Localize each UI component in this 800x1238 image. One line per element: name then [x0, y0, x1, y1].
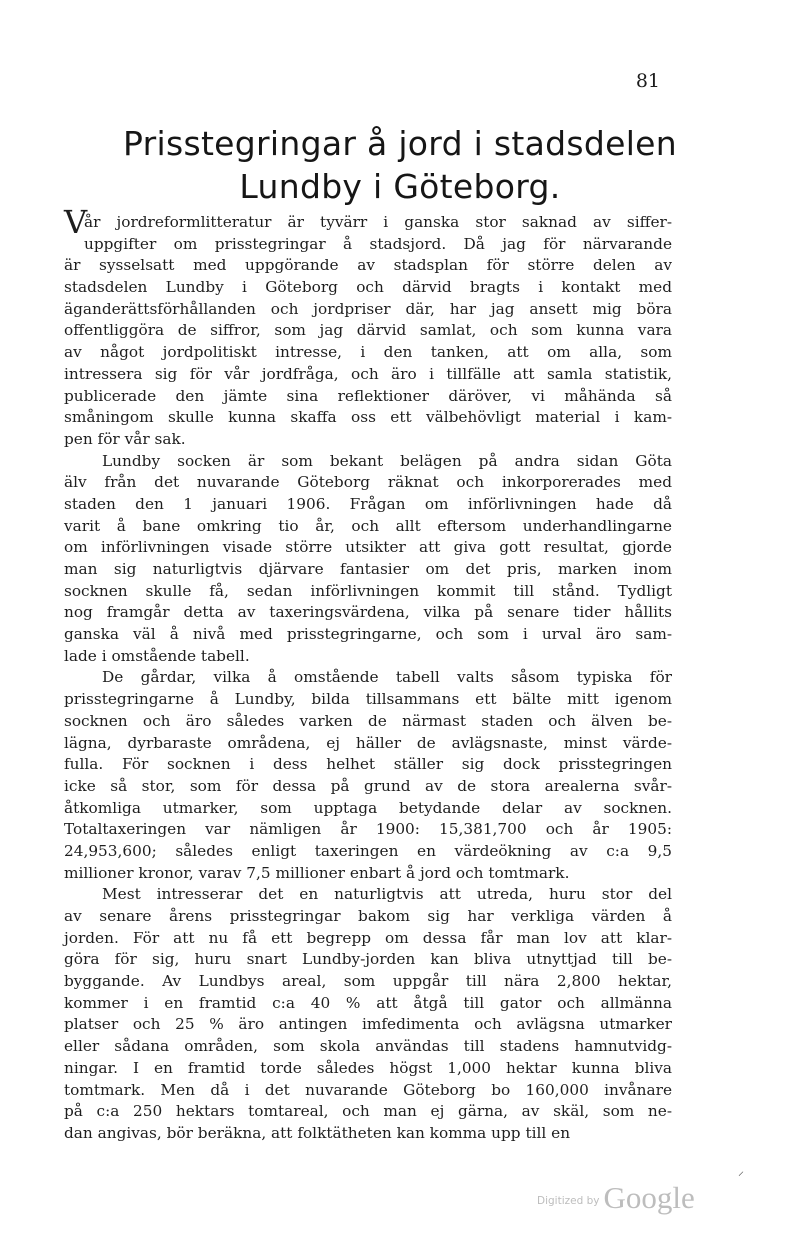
text-line: älv från det nuvarande Göteborg räknat och inkorporerades med: [64, 473, 672, 492]
paragraph: [64, 203, 672, 451]
text-line: dan angivas, bör beräkna, att folktätheten kan komma upp till en: [64, 1123, 571, 1142]
article-title: [60, 122, 740, 208]
text-line: tomtmark. Men då i det nuvarande Göteborg bo 160,000 invånare: [64, 1080, 672, 1099]
page-number: 81: [635, 70, 660, 92]
watermark-brand: Google: [603, 1180, 695, 1215]
text-line: om införlivningen visade större utsikter att giva gott resultat, gjorde: [64, 538, 672, 557]
title-line-1: Prisstegringar å jord i stadsdelen: [123, 124, 677, 163]
text-line: offentliggöra de siffror, som jag därvid samlat, och som kunna vara: [64, 321, 672, 340]
text-line: intressera sig för vår jordfråga, och äro i tillfälle att samla statistik,: [64, 364, 672, 383]
text-line: millioner kronor, varav 7,5 millioner enbart å jord och tomtmark.: [64, 863, 570, 882]
text-line: Lundby socken är som bekant belägen på andra sidan Göta: [102, 451, 672, 470]
text-line: stadsdelen Lundby i Göteborg och därvid bragts i kontakt med: [64, 278, 672, 297]
text-line: prisstegringarne å Lundby, bilda tillsammans ett bälte mitt igenom: [64, 690, 672, 709]
text-line: eller sådana områden, som skola användas till stadens hamnutvidg-: [64, 1037, 672, 1056]
article-body: [64, 203, 672, 1145]
text-line: lägna, dyrbaraste områdena, ej häller de avlägsnaste, minst värde-: [64, 733, 672, 752]
text-line: Mest intresserar det en naturligtvis att utreda, huru stor del: [102, 885, 672, 904]
digitized-watermark: [537, 1180, 695, 1216]
text-line: av något jordpolitiskt intresse, i den tanken, att om alla, som: [64, 343, 672, 362]
paragraph: [64, 451, 672, 668]
text-line: socknen och äro således varken de närmast staden och älven be-: [64, 711, 672, 730]
text-line: på c:a 250 hektars tomtareal, och man ej gärna, av skäl, som ne-: [64, 1102, 672, 1121]
paragraph: [64, 884, 672, 1144]
text-line: De gårdar, vilka å omstående tabell valts såsom typiska för: [102, 668, 672, 687]
paragraph: [64, 667, 672, 884]
text-line: av senare årens prisstegringar bakom sig har verkliga värden å: [64, 907, 672, 925]
text-line: byggande. Av Lundbys areal, som uppgår till nära 2,800 hektar,: [64, 972, 672, 991]
text-line: publicerade den jämte sina reflektioner däröver, vi måhända så: [64, 386, 672, 405]
text-line: platser och 25 % äro antingen imfedimenta och avlägsna utmarker: [64, 1015, 672, 1034]
text-line: lade i omstående tabell.: [64, 646, 250, 665]
text-line-content: år jordreformlitteratur är tyvärr i ganska stor saknad av siffer-: [84, 213, 672, 231]
text-line: är sysselsatt med uppgörande av stadsplan för större delen av: [64, 256, 672, 275]
text-line: uppgifter om prisstegringar å stadsjord. Då jag för närvarande: [84, 234, 672, 253]
text-line: varit å bane omkring tio år, och allt eftersom underhandlingarne: [64, 516, 672, 535]
text-line: 24,953,600; således enligt taxeringen en värdeökning av c:a 9,5: [64, 841, 672, 860]
watermark-prefix: Digitized by: [537, 1195, 600, 1207]
text-line: [64, 203, 672, 241]
text-line: åtkomliga utmarker, som upptaga betydande delar av socknen.: [64, 798, 672, 817]
text-line: göra för sig, huru snart Lundby-jorden kan bliva utnyttjad till be-: [64, 950, 672, 969]
text-line: staden den 1 januari 1906. Frågan om införlivningen hade då: [64, 494, 672, 513]
text-line: kommer i en framtid c:a 40 % att åtgå till gator och allmänna: [64, 993, 672, 1012]
text-line: nog framgår detta av taxeringsvärdena, vilka på senare tider hållits: [64, 603, 672, 622]
text-line: äganderättsförhållanden och jordpriser där, har jag ansett mig böra: [64, 299, 672, 318]
text-line: småningom skulle kunna skaffa oss ett välbehövligt material i kam-: [64, 408, 672, 427]
initial-letter: V: [64, 203, 88, 241]
text-line: ningar. I en framtid torde således högst 1,000 hektar kunna bliva: [64, 1058, 672, 1077]
text-line: pen för vår sak.: [64, 429, 186, 448]
text-line: icke så stor, som för dessa på grund av de stora arealerna svår-: [64, 776, 672, 795]
title-line-2: Lundby i Göteborg.: [239, 167, 561, 206]
text-line: jorden. För att nu få ett begrepp om dessa får man lov att klar-: [64, 928, 672, 947]
text-line: ganska väl å nivå med prisstegringarne, och som i urval äro sam-: [64, 625, 672, 644]
text-line: Totaltaxeringen var nämligen år 1900: 15,381,700 och år 1905:: [64, 820, 672, 839]
text-line: man sig naturligtvis djärvare fantasier om det pris, marken inom: [64, 560, 672, 578]
text-line: fulla. För socknen i dess helhet ställer sig dock prisstegringen: [64, 755, 672, 774]
margin-mark: ⸝: [738, 1164, 745, 1178]
text-line: socknen skulle få, sedan införlivningen kommit till stånd. Tydligt: [64, 581, 672, 600]
